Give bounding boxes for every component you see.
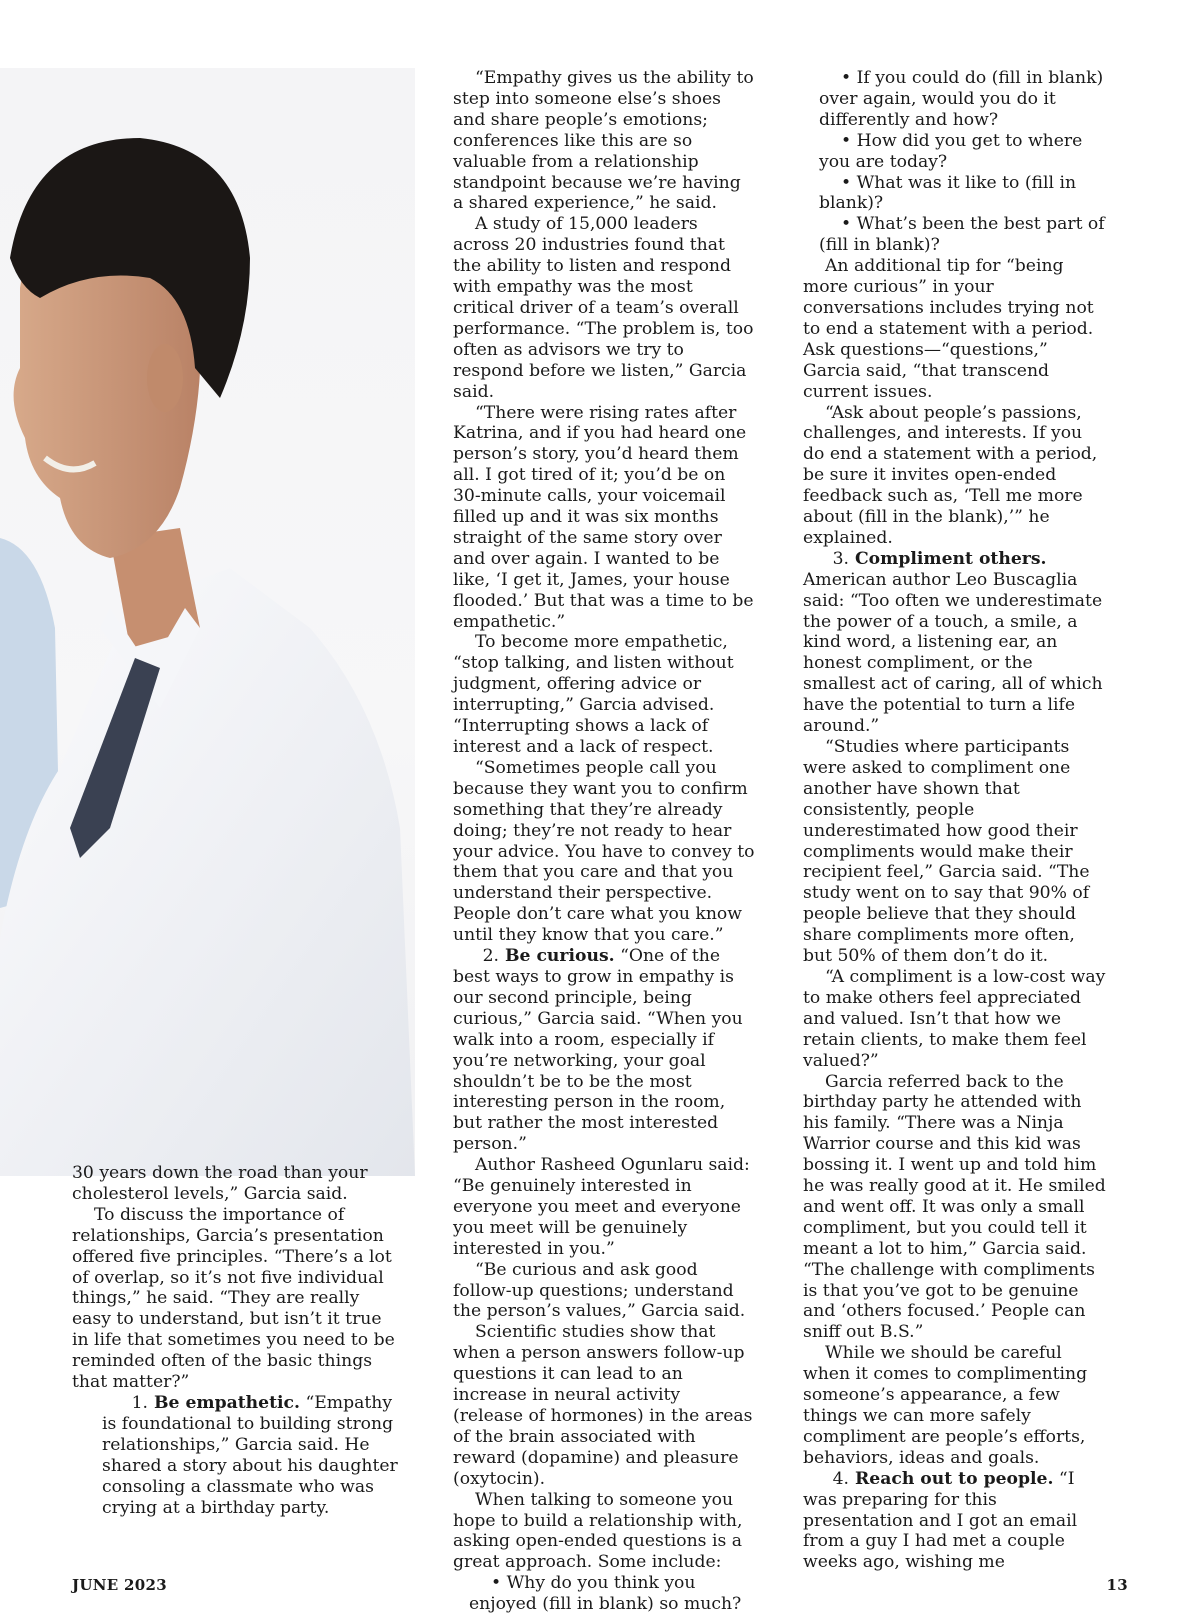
bullet-item [803,173,1107,215]
list-heading: Be curious. [505,946,615,967]
paragraph: While we should be careful when it comes to complimenting someone’s appearance, a few things we can more safely compliment are people’s efforts, behaviors, ideas and goals. [803,1343,1088,1468]
bullet-text: If you could do (fill in blank) over again, would you do it differently and how? [819,68,1104,130]
bullet-icon: • [841,130,857,151]
paragraph: “A compliment is a low-cost way to make others feel appreciated and valued. Isn’t that how we retain clients, to make them feel valued?” [803,966,1106,1071]
column-3 [773,68,1107,1573]
list-item-4 [773,1469,1107,1574]
paragraph: To discuss the importance of relationships, Garcia’s presentation offered five principles. “There’s a lot of overlap, so it’s not five individual things,” he said. “They are really easy to understand, but isn’t it true in life that sometimes you need to be reminded often of the basic things that matter?” [72,1204,395,1393]
paragraph: Scientific studies show that when a person answers follow-up questions it can lead to an increase in neural activity (release of hormones) in the areas of the brain associated with reward (dopamine) and pleasure (oxytocin). [453,1322,753,1489]
list-number: 3. [832,548,849,569]
list-heading: Compliment others. [855,548,1047,569]
issue-date: JUNE 2023 [72,1576,167,1594]
paragraph: Garcia referred back to the birthday party he attended with his family. “There was a Ninja Warrior course and this kid was bossing it. I went up and told him he was really good at it. He smiled and went off. It was only a small compliment, but you could tell it meant a lot to him,” Garcia said. “The challenge with compliments is that you’ve got to be genuine and ‘others focused.’ People can sniff out B.S.” [803,1071,1106,1343]
paragraph: 30 years down the road than your cholesterol levels,” Garcia said. [72,1163,368,1204]
paragraph: “There were rising rates after Katrina, and if you had heard one person’s story, you’d heard them all. I got tired of it; you’d be on 30-minute calls, your voicemail filled up and it was six months straight of the same story over and over again. I wanted to be like, ‘I get it, James, your house flooded.’ But that was a time to be empathetic.” [453,402,754,632]
list-heading: Reach out to people. [855,1468,1054,1489]
bullet-item [803,68,1107,131]
paragraph: Author Rasheed Ogunlaru said: “Be genuinely interested in everyone you meet and everyone you meet will be genuinely interested in you.” [453,1155,750,1259]
bullet-text: Why do you think you enjoyed (fill in blank) so much? [469,1573,742,1615]
bullet-text: How did you get to where you are today? [819,130,1083,172]
list-text: “I was preparing for this presentation and I got an email from a guy I had met a couple weeks ago, wishing me [803,1468,1078,1573]
list-text: “Empathy is foundational to building strong relationships,” Garcia said. He shared a story about his daughter consoling a classmate who was crying at a birthday party. [102,1392,398,1518]
list-item-1 [72,1393,402,1518]
list-number: 1. [131,1392,148,1413]
bullet-item [803,214,1107,256]
paragraph: “Be curious and ask good follow-up questions; understand the person’s values,” Garcia said. [453,1259,746,1322]
list-number: 2. [482,946,499,967]
paragraph: “Studies where participants were asked to compliment one another have shown that consistently, people underestimated how good their compliments would make their recipient feel,” Garcia said. “The study went on to say that 90% of people believe that they should share compliments more often, but 50% of them don’t do it. [803,737,1090,967]
list-text: “One of the best ways to grow in empathy is our second principle, being curious,” Garcia said. “When you walk into a room, especially if you’re networking, your goal shouldn’t be to be the most interesting person in the room, but rather the most interested person.” [453,946,743,1155]
list-item-3 [773,549,1107,737]
page-number: 13 [1106,1576,1128,1594]
bullet-icon: • [841,172,857,193]
list-item-2 [423,946,755,1155]
list-number: 4. [832,1468,849,1489]
paragraph: “Ask about people’s passions, challenges, and interests. If you do end a statement with a period, be sure it invites open-ended feedback such as, ‘Tell me more about (fill in the blank),’” he explained. [803,402,1098,548]
bullet-icon: • [841,68,857,88]
paragraph: “Empathy gives us the ability to step into someone else’s shoes and share people’s emotions; conferences like this are so valuable from a relationship standpoint because we’re having a shared experience,” he said. [453,68,754,214]
bullet-item [453,1573,755,1615]
bullet-icon: • [841,214,857,235]
column-2 [423,68,755,1615]
list-heading: Be empathetic. [154,1392,301,1413]
businessman-photo [0,68,415,1176]
bullet-text: What’s been the best part of (fill in blank)? [819,214,1105,256]
paragraph: When talking to someone you hope to build a relationship with, asking open-ended questions is a great approach. Some include: [453,1489,743,1573]
paragraph: An additional tip for “being more curious” in your conversations includes trying not to end a statement with a period. Ask questions—“questions,” Garcia said, “that transcend current issues. [803,256,1094,402]
bullet-text: What was it like to (fill in blank)? [819,172,1077,214]
paragraph: To become more empathetic, “stop talking, and listen without judgment, offering advice or interrupting,” Garcia advised. “Interrupting shows a lack of interest and a lack of respect. [453,632,734,757]
paragraph: A study of 15,000 leaders across 20 industries found that the ability to listen and respond with empathy was the most critical driver of a team’s overall performance. “The problem is, too often as advisors we try to respond before we listen,” Garcia said. [453,214,754,402]
list-text: American author Leo Buscaglia said: “Too often we underestimate the power of a touch, a smile, a kind word, a listening ear, an honest compliment, or the smallest act of caring, all of which have the potential to turn a life around.” [803,569,1103,737]
bullet-item [803,131,1107,173]
bullet-icon: • [491,1573,507,1594]
column-1 [72,1163,402,1518]
paragraph: “Sometimes people call you because they want you to confirm something that they’re already doing; they’re not ready to hear your advice. You have to convey to them that you care and that you understand their perspective. People don’t care what you know until they know that you care.” [453,757,755,946]
